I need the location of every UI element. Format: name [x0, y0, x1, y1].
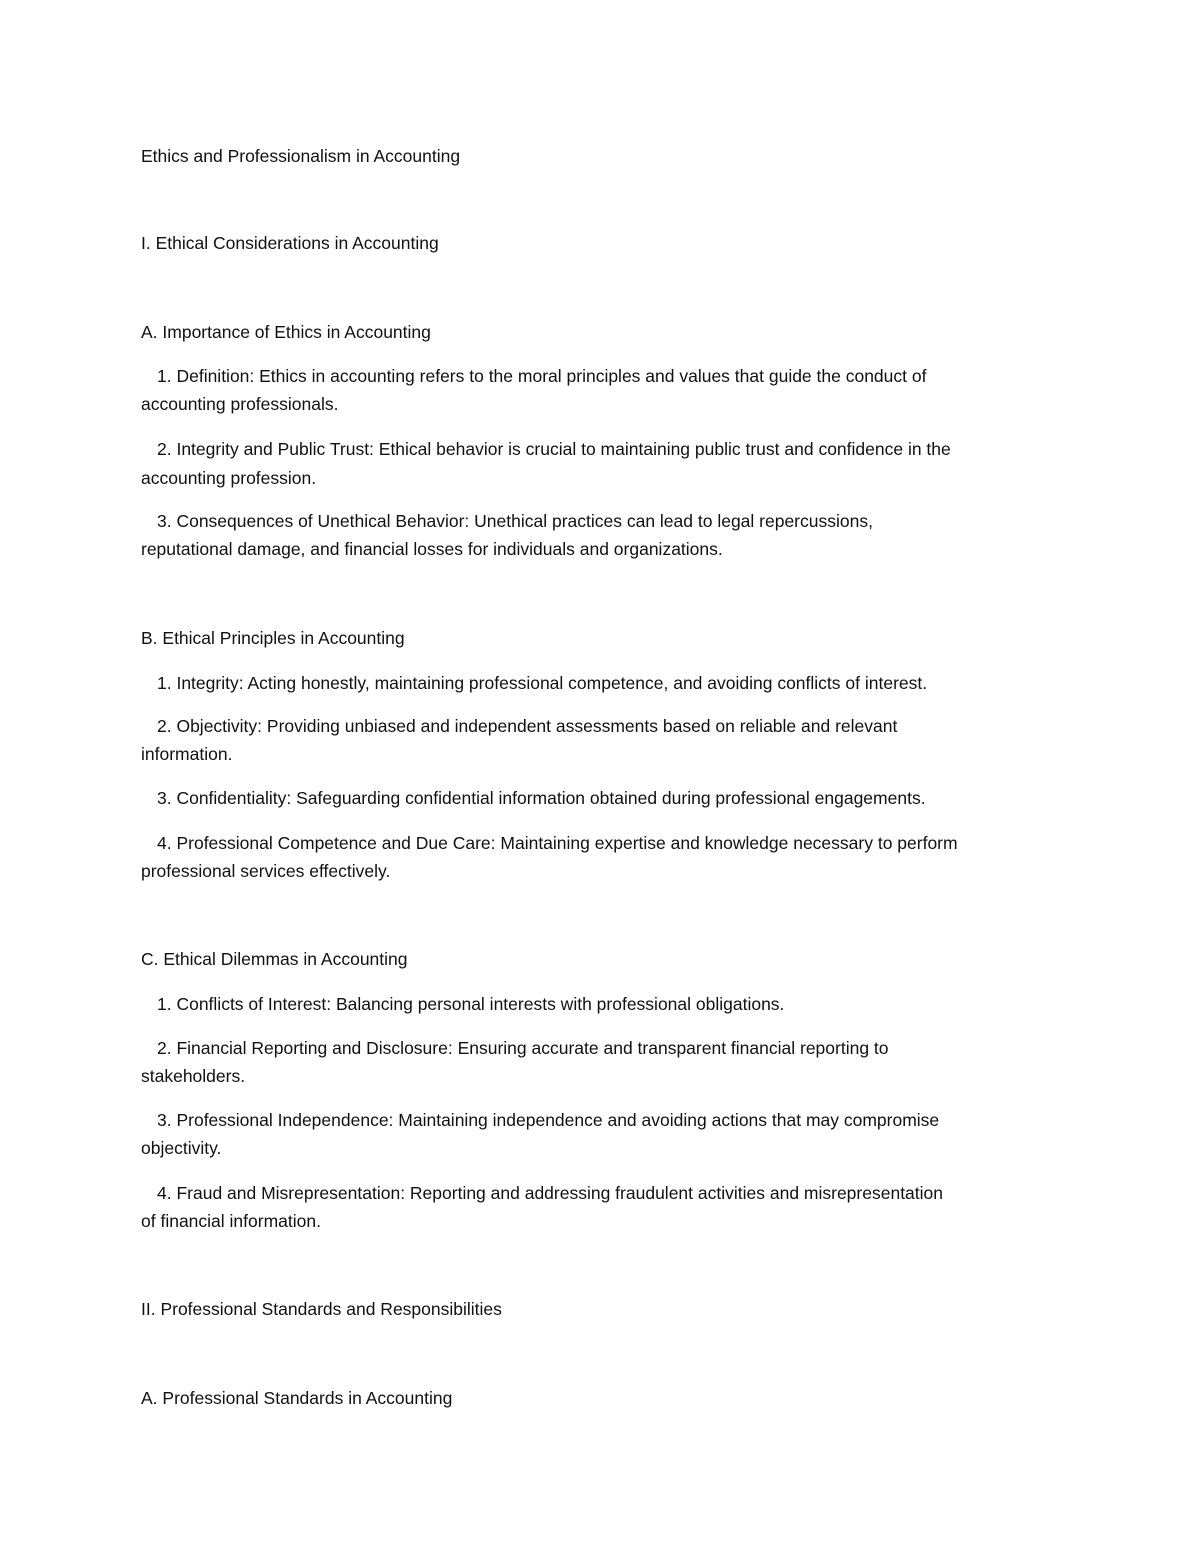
section-heading: II. Professional Standards and Responsibilities	[141, 1299, 502, 1319]
list-item: 1. Integrity: Acting honestly, maintaining professional competence, and avoiding conflicts of interest.	[157, 673, 928, 693]
list-item: 3. Confidentiality: Safeguarding confidential information obtained during professional engagements.	[157, 788, 926, 808]
list-item-continuation: accounting profession.	[141, 468, 317, 488]
list-item: 2. Objectivity: Providing unbiased and independent assessments based on reliable and relevant	[157, 716, 898, 736]
list-item: 4. Fraud and Misrepresentation: Reporting and addressing fraudulent activities and misrepresentation	[157, 1183, 944, 1203]
subsection-heading: B. Ethical Principles in Accounting	[141, 628, 405, 648]
document-title: Ethics and Professionalism in Accounting	[141, 146, 461, 166]
list-item-continuation: objectivity.	[141, 1138, 222, 1158]
list-item: 4. Professional Competence and Due Care: Maintaining expertise and knowledge necessary to perform	[157, 833, 958, 853]
list-item: 1. Conflicts of Interest: Balancing personal interests with professional obligations.	[157, 994, 785, 1014]
list-item: 2. Integrity and Public Trust: Ethical behavior is crucial to maintaining public trust and confidence in the	[157, 439, 951, 459]
subsection-heading: C. Ethical Dilemmas in Accounting	[141, 949, 408, 969]
list-item-continuation: reputational damage, and financial losses for individuals and organizations.	[141, 539, 723, 559]
subsection-heading: A. Importance of Ethics in Accounting	[141, 322, 431, 342]
list-item-continuation: stakeholders.	[141, 1066, 246, 1086]
subsection-heading: A. Professional Standards in Accounting	[141, 1388, 453, 1408]
list-item-continuation: information.	[141, 744, 233, 764]
section-heading: I. Ethical Considerations in Accounting	[141, 233, 439, 253]
list-item-continuation: of financial information.	[141, 1211, 321, 1231]
list-item-continuation: professional services effectively.	[141, 861, 391, 881]
list-item: 3. Professional Independence: Maintaining independence and avoiding actions that may compromise	[157, 1110, 940, 1130]
list-item-continuation: accounting professionals.	[141, 394, 339, 414]
list-item: 3. Consequences of Unethical Behavior: Unethical practices can lead to legal repercussions,	[157, 511, 873, 531]
list-item: 1. Definition: Ethics in accounting refers to the moral principles and values that guide the conduct of	[157, 366, 927, 386]
list-item: 2. Financial Reporting and Disclosure: Ensuring accurate and transparent financial reporting to	[157, 1038, 889, 1058]
